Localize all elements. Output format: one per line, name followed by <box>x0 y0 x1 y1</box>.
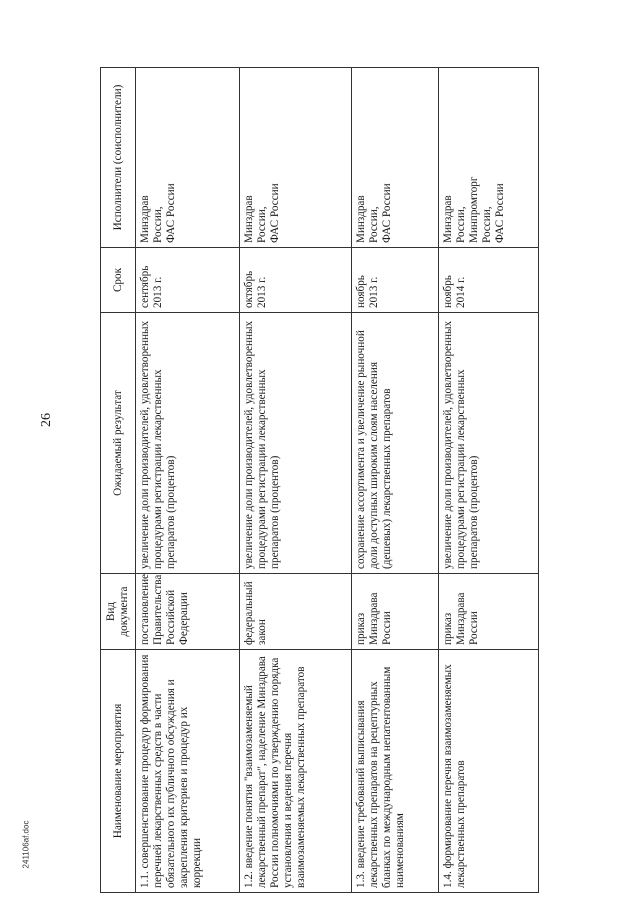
header-term: Срок <box>101 248 136 313</box>
cell-executors: Минздрав России, ФАС России <box>240 68 352 248</box>
cell-executors: Минздрав России, Минпромторг России, ФАС России <box>439 68 539 248</box>
cell-term: ноябрь 2014 г. <box>439 248 539 313</box>
cell-name: 1.1. совершенствование процедур формирования перечней лекарственных средств в части обязательного их публичного обсуждения и закрепления критериев и процедур их коррекции <box>136 650 240 893</box>
table-row <box>352 68 439 893</box>
cell-doc-type: приказ Минздрава России <box>352 574 439 650</box>
header-result: Ожидаемый результат <box>101 313 136 574</box>
cell-term: ноябрь 2013 г. <box>352 248 439 313</box>
action-plan-table <box>100 67 539 893</box>
cell-result: увеличение доли производителей, удовлетворенных процедурами регистрации лекарственных препаратов (процентов) <box>439 313 539 574</box>
table-header-row <box>101 68 136 893</box>
document-file-code: 241106af.doc <box>21 820 31 869</box>
page-number: 26 <box>39 413 54 427</box>
cell-name: 1.3. введение требований выписывания лекарственных препаратов на рецептурных бланках по международным непатентованным наименованиям <box>352 650 439 893</box>
header-executors: Исполнители (соисполнители) <box>101 68 136 248</box>
header-doc-type: Вид документа <box>101 574 136 650</box>
cell-doc-type: федеральный закон <box>240 574 352 650</box>
cell-doc-type: постановление Правительства Российской Федерации <box>136 574 240 650</box>
header-name: Наименование мероприятия <box>101 650 136 893</box>
table-row <box>136 68 240 893</box>
cell-result: увеличение доли производителей, удовлетворенных процедурами регистрации лекарственных препаратов (процентов) <box>240 313 352 574</box>
cell-name: 1.4. формирование перечня взаимозаменяемых лекарственных препаратов <box>439 650 539 893</box>
cell-executors: Минздрав России, ФАС России <box>136 68 240 248</box>
cell-term: сентябрь 2013 г. <box>136 248 240 313</box>
landscape-sheet <box>100 68 530 893</box>
table-row <box>439 68 539 893</box>
cell-name: 1.2. введение понятия "взаимозаменяемый лекарственный препарат", наделение Минздрава России полномочиями по утверждению порядка установления и ведения перечня взаимозаменяемых лекарственных препаратов <box>240 650 352 893</box>
cell-result: увеличение доли производителей, удовлетворенных процедурами регистрации лекарственных препаратов (процентов) <box>136 313 240 574</box>
cell-result: сохранение ассортимента и увеличение рыночной доли доступных широким слоям населения (дешевых) лекарственных препаратов <box>352 313 439 574</box>
table-row <box>240 68 352 893</box>
cell-executors: Минздрав России, ФАС России <box>352 68 439 248</box>
cell-term: октябрь 2013 г. <box>240 248 352 313</box>
cell-doc-type: приказ Минздрава России <box>439 574 539 650</box>
